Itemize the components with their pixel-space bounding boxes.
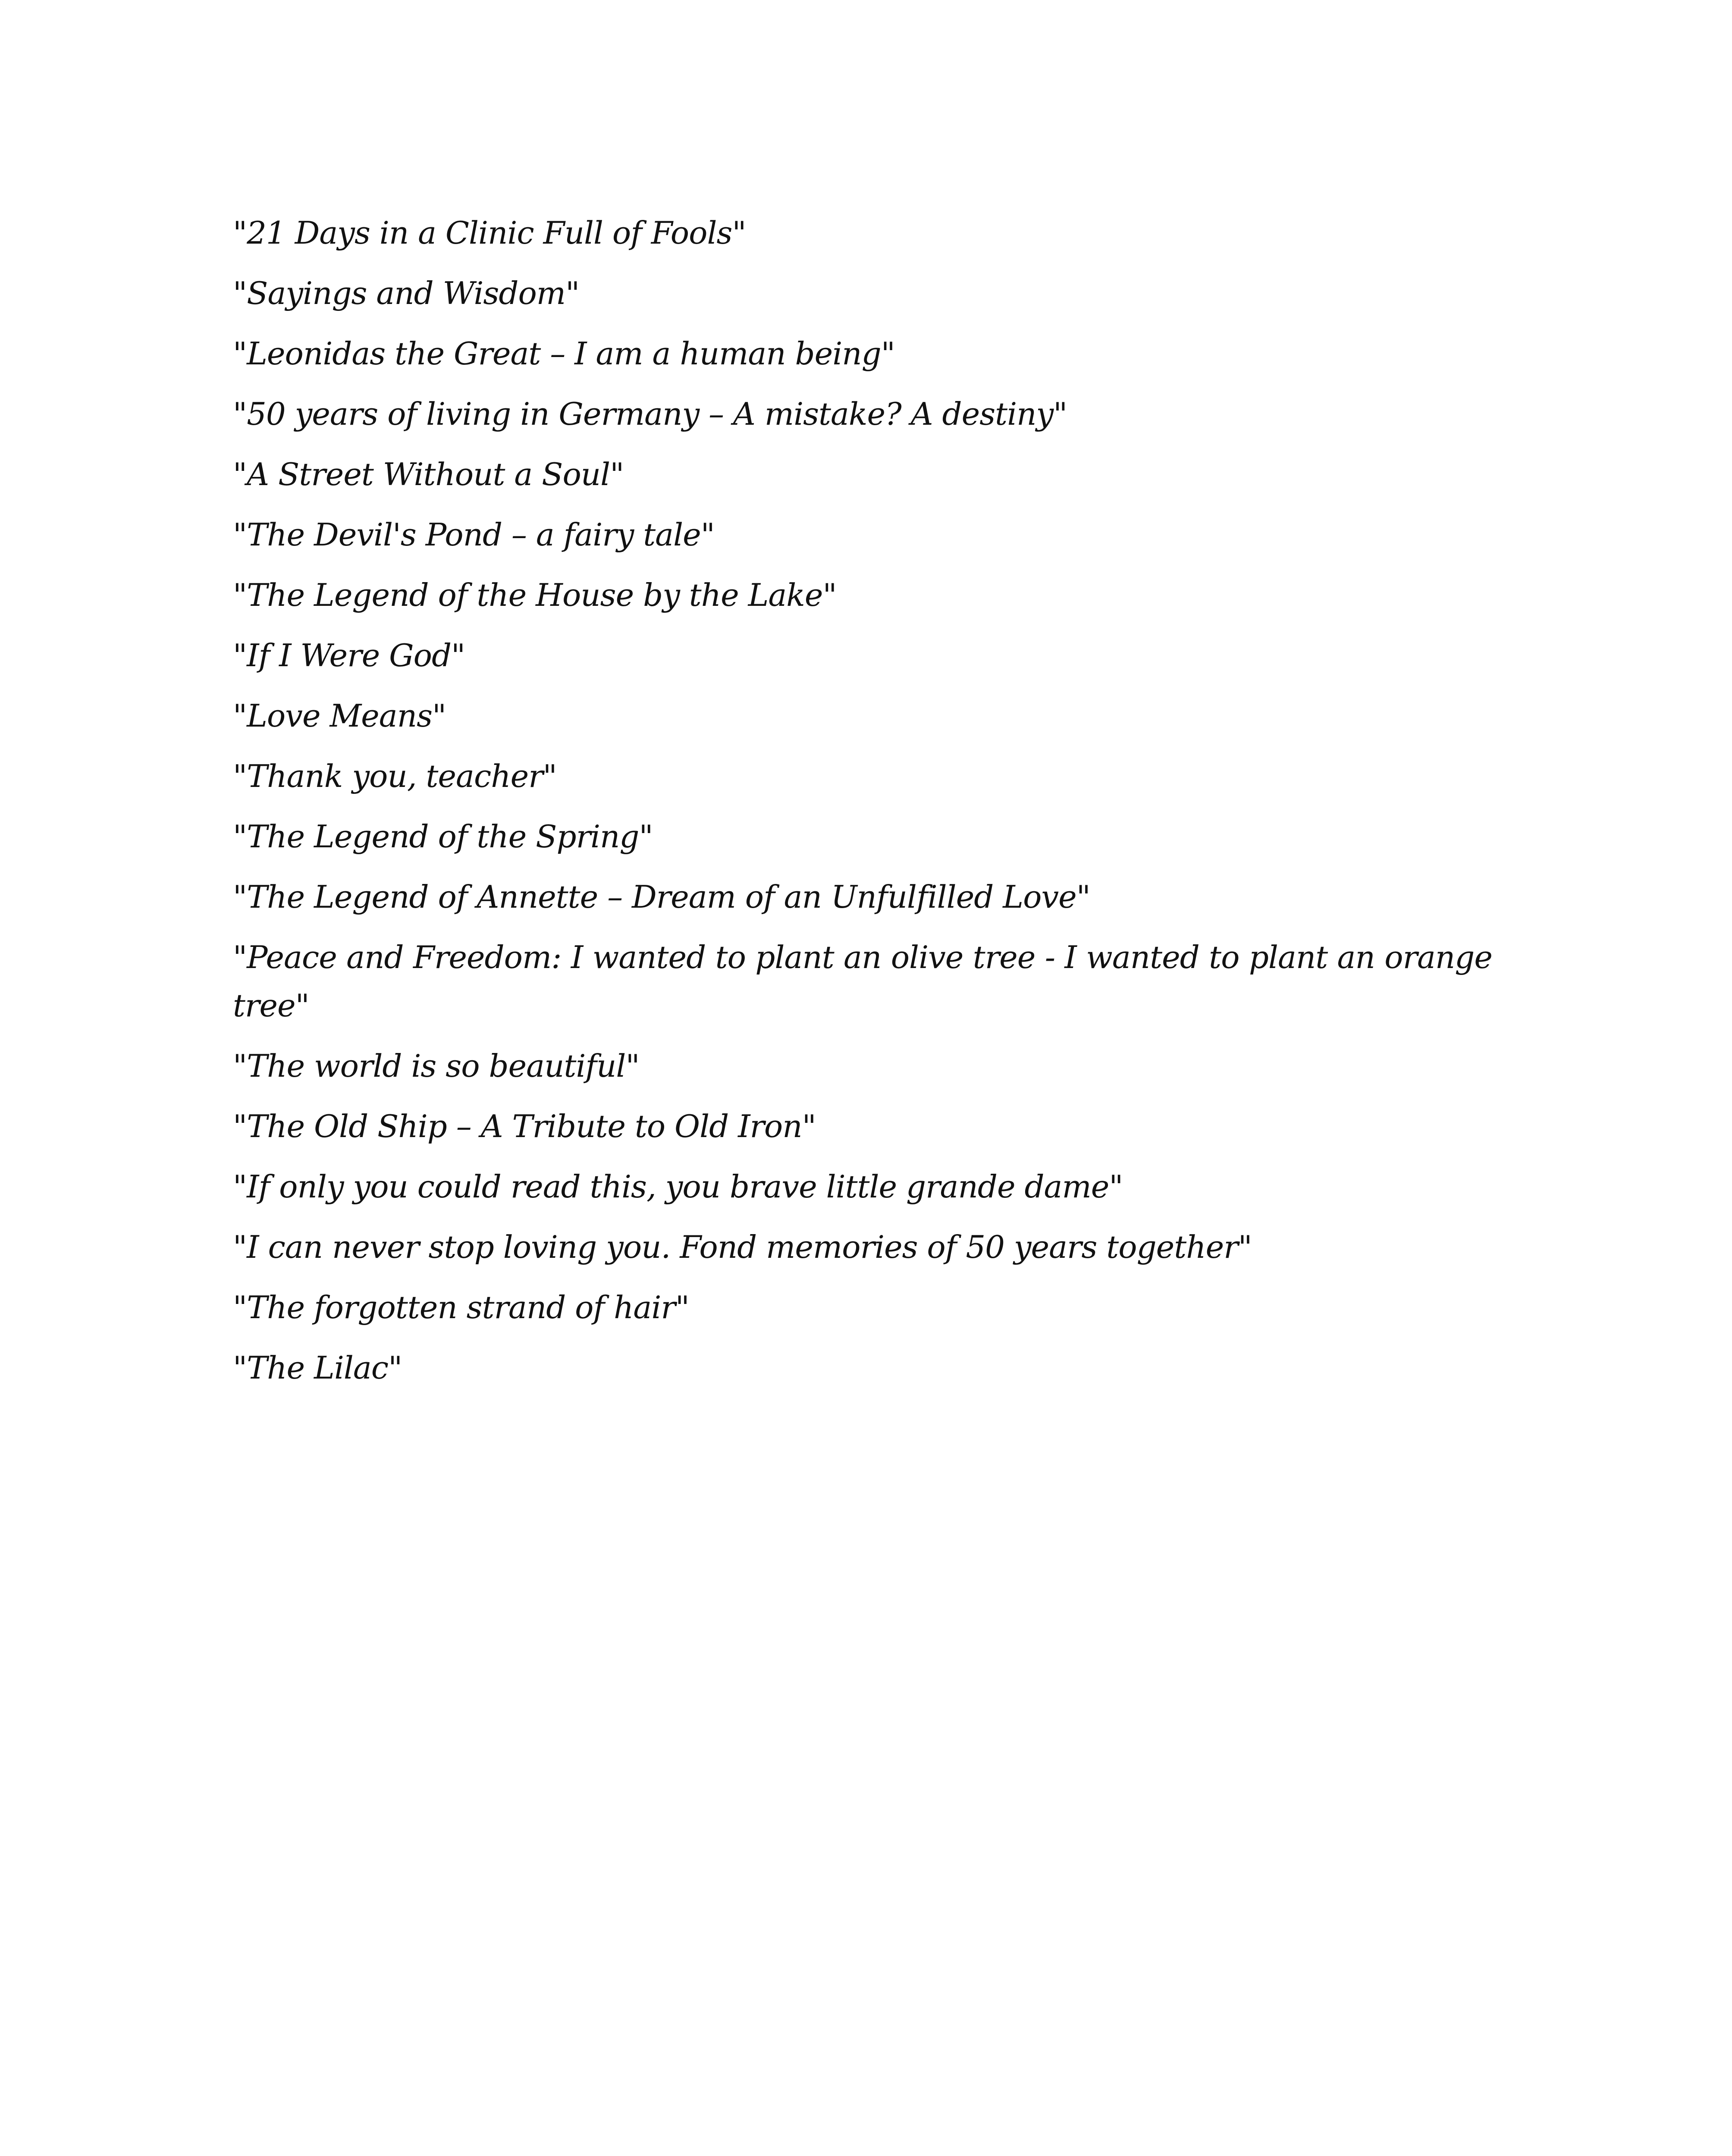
- list-item: "The world is so beautiful": [233, 1048, 640, 1084]
- list-item: "I can never stop loving you. Fond memories of 50 years together": [233, 1229, 1252, 1265]
- list-item: "The Devil's Pond – a fairy tale": [233, 517, 715, 553]
- list-item: "The Old Ship – A Tribute to Old Iron": [233, 1108, 816, 1144]
- list-item: "Thank you, teacher": [233, 758, 557, 794]
- list-item: "The forgotten strand of hair": [233, 1289, 689, 1326]
- title-list: [233, 203, 1492, 1398]
- list-item: "Sayings and Wisdom": [233, 275, 580, 311]
- list-item: "If only you could read this, you brave little grande dame": [233, 1169, 1123, 1205]
- list-item: "The Legend of the Spring": [233, 818, 653, 855]
- list-item: "Leonidas the Great – I am a human being": [233, 335, 895, 372]
- list-item: "The Legend of Annette – Dream of an Unfulfilled Love": [233, 879, 1090, 915]
- list-item: "Love Means": [233, 698, 446, 734]
- list-item: "50 years of living in Germany – A mistake? A destiny": [233, 396, 1067, 432]
- list-item: "A Street Without a Soul": [233, 456, 624, 492]
- list-item: "If I Were God": [233, 637, 465, 674]
- list-item: "The Lilac": [233, 1350, 402, 1386]
- list-item: "21 Days in a Clinic Full of Fools": [233, 215, 746, 251]
- list-item: "The Legend of the House by the Lake": [233, 577, 837, 613]
- list-item: "Peace and Freedom: I wanted to plant an olive tree - I wanted to plant an orange tree": [233, 939, 1492, 1024]
